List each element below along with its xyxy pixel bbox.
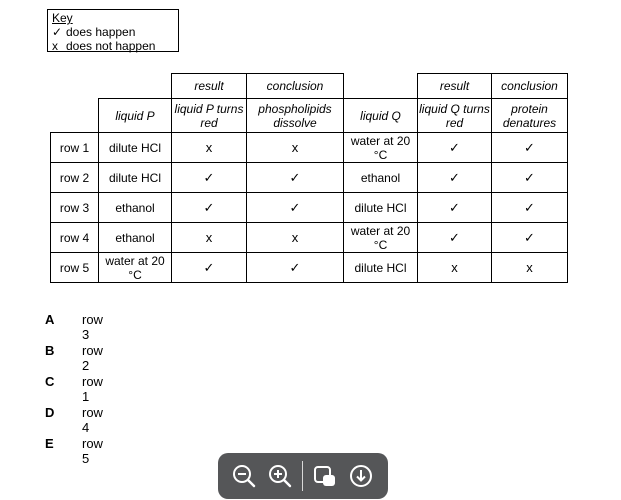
cell-p-conclusion: ✓ bbox=[247, 253, 344, 283]
column-header-q-result: liquid Q turns red bbox=[418, 99, 492, 133]
answer-letter: C bbox=[45, 374, 55, 389]
cell-liquid-q: water at 20 °C bbox=[344, 133, 418, 163]
cell-p-conclusion: x bbox=[247, 133, 344, 163]
results-table bbox=[50, 73, 568, 283]
cell-q-conclusion: ✓ bbox=[492, 193, 568, 223]
copy-to-clipboard-icon bbox=[312, 463, 338, 489]
cell-liquid-p: dilute HCl bbox=[99, 163, 172, 193]
cell-liquid-q: dilute HCl bbox=[344, 253, 418, 283]
answer-text: row 2 bbox=[82, 343, 103, 373]
zoom-out-icon bbox=[231, 463, 257, 489]
answer-text: row 3 bbox=[82, 312, 103, 342]
row-label: row 4 bbox=[51, 223, 99, 253]
cell-liquid-q: dilute HCl bbox=[344, 193, 418, 223]
column-header-q-conclusion: protein denatures bbox=[492, 99, 568, 133]
key-title: Key bbox=[52, 11, 73, 25]
download-button[interactable] bbox=[343, 458, 379, 494]
viewer-toolbar bbox=[218, 453, 388, 499]
row-label: row 2 bbox=[51, 163, 99, 193]
table-row bbox=[51, 133, 568, 163]
cell-q-conclusion: ✓ bbox=[492, 223, 568, 253]
table-row bbox=[51, 163, 568, 193]
cell-p-result: ✓ bbox=[172, 253, 247, 283]
group-header-result-p: result bbox=[172, 74, 247, 99]
cell-p-result: ✓ bbox=[172, 163, 247, 193]
answer-text: row 4 bbox=[82, 405, 103, 435]
cell-p-result: ✓ bbox=[172, 193, 247, 223]
column-header-liquid-p: liquid P bbox=[99, 99, 172, 133]
group-header-result-q: result bbox=[418, 74, 492, 99]
cell-q-conclusion: ✓ bbox=[492, 163, 568, 193]
key-box bbox=[47, 9, 179, 52]
cell-liquid-q: ethanol bbox=[344, 163, 418, 193]
cell-liquid-q: water at 20 °C bbox=[344, 223, 418, 253]
answer-letter: B bbox=[45, 343, 55, 358]
cell-liquid-p: dilute HCl bbox=[99, 133, 172, 163]
key-item-text: does not happen bbox=[66, 39, 156, 53]
group-header-conclusion-q: conclusion bbox=[492, 74, 568, 99]
zoom-in-icon bbox=[267, 463, 293, 489]
answer-text: row 5 bbox=[82, 436, 103, 466]
cell-p-conclusion: x bbox=[247, 223, 344, 253]
cell-liquid-p: water at 20 °C bbox=[99, 253, 172, 283]
cell-q-conclusion: ✓ bbox=[492, 133, 568, 163]
key-item-text: does happen bbox=[66, 25, 136, 39]
column-header-liquid-q: liquid Q bbox=[344, 99, 418, 133]
answer-letter: E bbox=[45, 436, 54, 451]
column-header-p-result: liquid P turns red bbox=[172, 99, 247, 133]
row-label: row 1 bbox=[51, 133, 99, 163]
cell-liquid-p: ethanol bbox=[99, 193, 172, 223]
row-label: row 5 bbox=[51, 253, 99, 283]
cell-q-result: ✓ bbox=[418, 133, 492, 163]
table-row bbox=[51, 193, 568, 223]
cell-q-result: x bbox=[418, 253, 492, 283]
answer-text: row 1 bbox=[82, 374, 103, 404]
cell-q-result: ✓ bbox=[418, 223, 492, 253]
toolbar-divider bbox=[302, 461, 303, 491]
table-row bbox=[51, 253, 568, 283]
download-icon bbox=[348, 463, 374, 489]
cell-p-result: x bbox=[172, 133, 247, 163]
key-item-not-happens bbox=[52, 39, 174, 53]
cell-p-conclusion: ✓ bbox=[247, 163, 344, 193]
check-icon: ✓ bbox=[52, 25, 63, 39]
cell-liquid-p: ethanol bbox=[99, 223, 172, 253]
answer-letter: D bbox=[45, 405, 55, 420]
cell-q-result: ✓ bbox=[418, 163, 492, 193]
cell-p-conclusion: ✓ bbox=[247, 193, 344, 223]
column-header-p-conclusion: phospholipids dissolve bbox=[247, 99, 344, 133]
row-label: row 3 bbox=[51, 193, 99, 223]
table-row bbox=[51, 223, 568, 253]
zoom-out-button[interactable] bbox=[226, 458, 262, 494]
group-header-conclusion-p: conclusion bbox=[247, 74, 344, 99]
copy-to-clipboard-button[interactable] bbox=[307, 458, 343, 494]
key-item-happens bbox=[52, 25, 174, 39]
cell-p-result: x bbox=[172, 223, 247, 253]
cross-icon: x bbox=[52, 39, 58, 53]
zoom-in-button[interactable] bbox=[262, 458, 298, 494]
answer-letter: A bbox=[45, 312, 55, 327]
cell-q-result: ✓ bbox=[418, 193, 492, 223]
cell-q-conclusion: x bbox=[492, 253, 568, 283]
